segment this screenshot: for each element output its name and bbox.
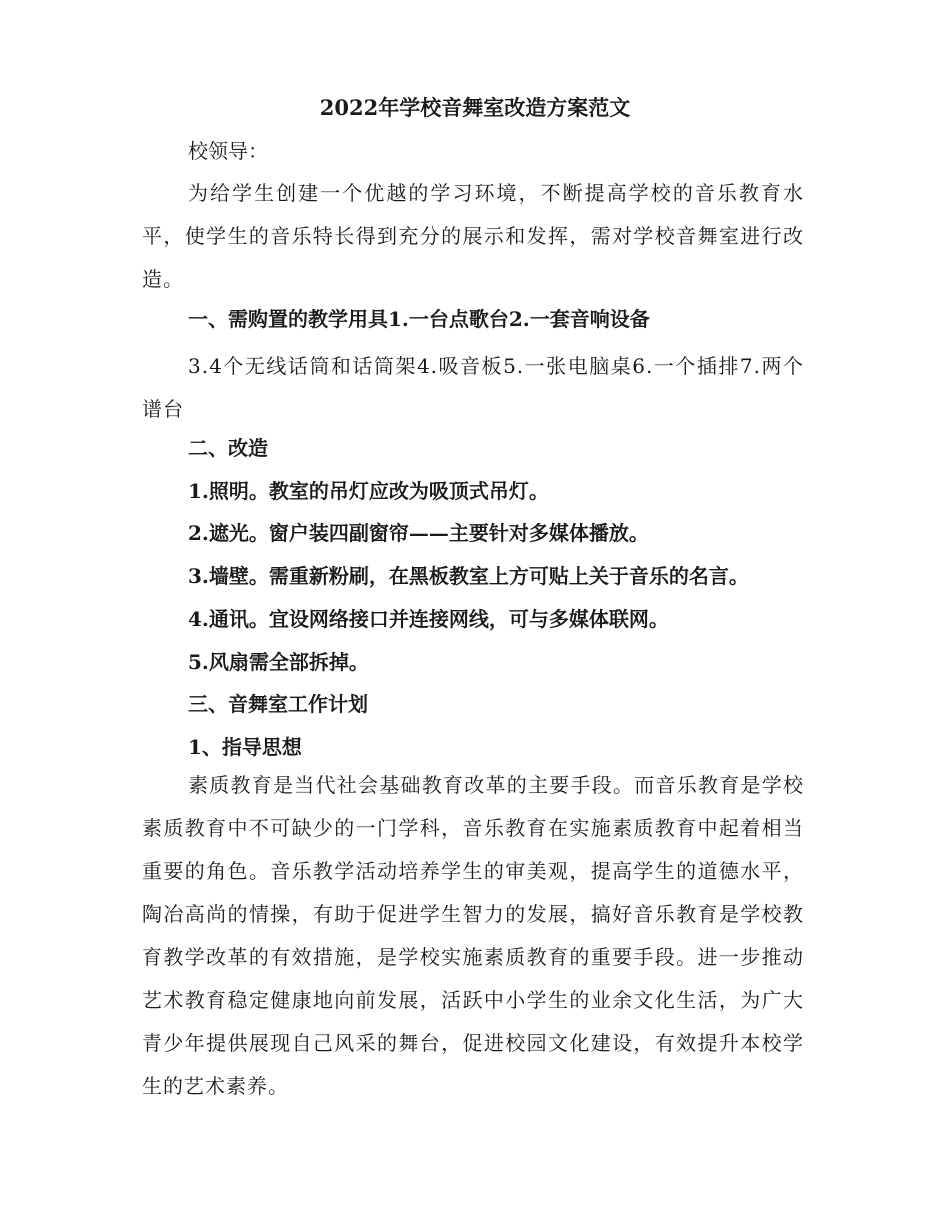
document-title: 2022年学校音舞室改造方案范文 — [319, 95, 631, 120]
subsection-1-body: 素质教育是当代社会基础教育改革的主要手段。而音乐教育是学校素质教育中不可缺少的一门学科，音乐教育在实施素质教育中起着相当重要的角色。音乐教学活动培养学生的审美观，提高学生的道德水平，陶冶高尚的情操，有助于促进学生智力的发展，搞好音乐教育是学校教育教学改革的有效措施，是学校实施素质教育的重要手段。进一步推动艺术教育稳定健康地向前发展，活跃中小学生的业余文化生活，为广大青少年提供展现自己风采的舞台，促进校园文化建设，有效提升本校学生的艺术素养。 — [142, 773, 804, 1098]
section-3-heading: 三、音舞室工作计划 — [188, 692, 368, 716]
renovation-item-walls: 3.墙壁。需重新粉刷，在黑板教室上方可贴上关于音乐的名言。 — [188, 564, 749, 588]
renovation-item-fans: 5.风扇需全部拆掉。 — [188, 650, 369, 674]
renovation-item-shading: 2.遮光。窗户装四副窗帘——主要针对多媒体播放。 — [188, 521, 649, 545]
section-1-heading: 一、需购置的教学用具1.一台点歌台2.一套音响设备 — [188, 307, 650, 331]
renovation-item-lighting: 1.照明。教室的吊灯应改为吸顶式吊灯。 — [188, 479, 549, 503]
intro-paragraph: 为给学生创建一个优越的学习环境，不断提高学校的音乐教育水平，使学生的音乐特长得到充分的展示和发挥，需对学校音舞室进行改造。 — [142, 181, 804, 291]
renovation-item-network: 4.通讯。宜设网络接口并连接网线，可与多媒体联网。 — [188, 607, 669, 631]
subsection-1-heading: 1、指导思想 — [188, 735, 302, 759]
section-2-heading: 二、改造 — [188, 436, 268, 460]
section-1-items: 3.4个无线话筒和话筒架4.吸音板5.一张电脑桌6.一个插排7.两个谱台 — [142, 354, 804, 421]
salutation: 校领导： — [188, 139, 268, 163]
